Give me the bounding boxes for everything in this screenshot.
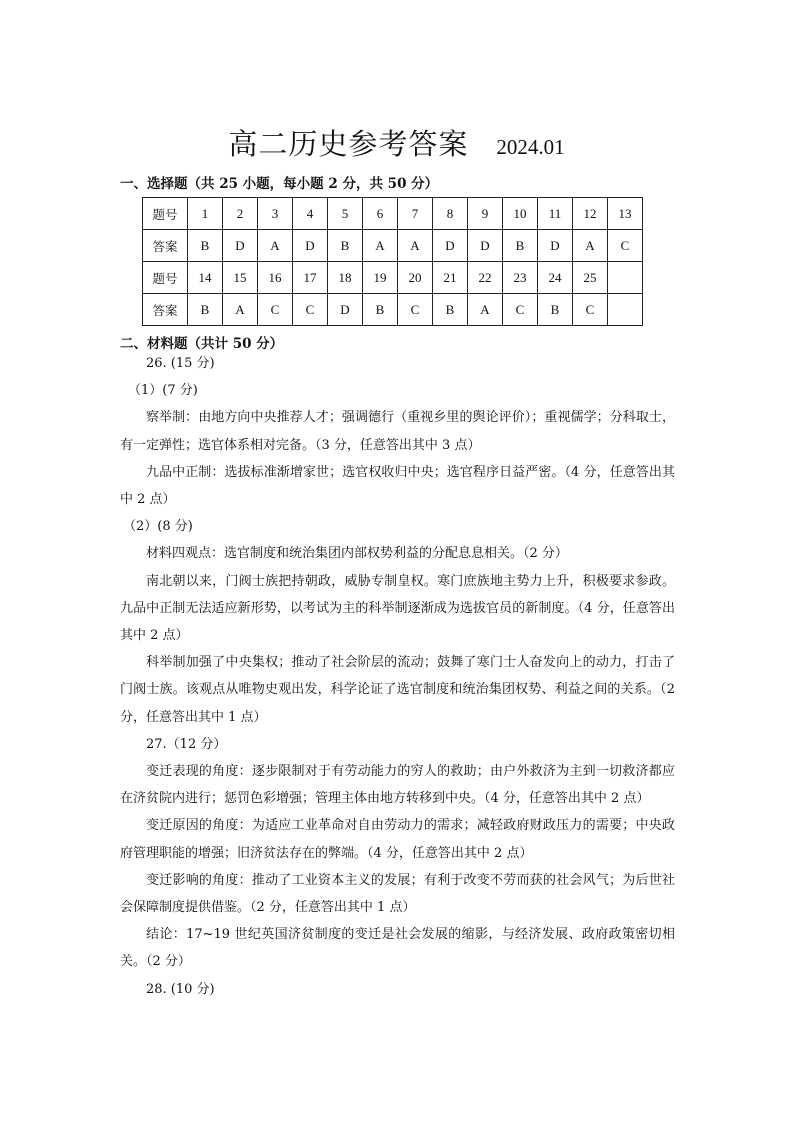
answer-content: [120, 350, 675, 1003]
answer-cell: D: [538, 230, 573, 262]
answer-cell: B: [538, 294, 573, 326]
answer-paragraph: 变迁表现的角度：逐步限制对于有劳动能力的穷人的救助；由户外救济为主到一切救济都应在济贫院内进行；惩罚色彩增强；管理主体由地方转移到中央。（4 分，任意答出其中 2 点）: [120, 764, 675, 807]
answer-cell: B: [433, 294, 468, 326]
question-27-heading: 27.（12 分）: [146, 736, 227, 752]
question-number: 15: [223, 262, 258, 294]
empty-cell: [608, 262, 643, 294]
table-row: [143, 262, 643, 294]
title-main: 高二历史参考答案: [228, 127, 469, 161]
answer-cell: B: [328, 230, 363, 262]
answer-cell: B: [363, 294, 398, 326]
question-number: 17: [293, 262, 328, 294]
question-number: 3: [258, 198, 293, 230]
answer-cell: A: [363, 230, 398, 262]
question-number: 16: [258, 262, 293, 294]
answer-cell: A: [223, 294, 258, 326]
empty-cell: [608, 294, 643, 326]
answer-table: [142, 197, 643, 326]
answer-cell: D: [468, 230, 503, 262]
question-number: 6: [363, 198, 398, 230]
table-row: [143, 294, 643, 326]
answer-cell: C: [608, 230, 643, 262]
answer-paragraph: 科举制加强了中央集权；推动了社会阶层的流动；鼓舞了寒门士人奋发向上的动力，打击了门阀士族。该观点从唯物史观出发，科学论证了选官制度和统治集团权势、利益之间的关系。（2 分，任意答出其中 1 点）: [120, 655, 675, 725]
answer-paragraph: 变迁原因的角度：为适应工业革命对自由劳动力的需求；减轻政府财政压力的需要；中央政府管理职能的增强；旧济贫法存在的弊端。（4 分，任意答出其中 2 点）: [120, 818, 675, 861]
row-label: 答案: [143, 294, 188, 326]
table-row: [143, 230, 643, 262]
question-number: 25: [573, 262, 608, 294]
question-number: 24: [538, 262, 573, 294]
answer-cell: C: [398, 294, 433, 326]
answer-paragraph: 材料四观点：选官制度和统治集团内部权势利益的分配息息相关。（2 分）: [146, 546, 568, 562]
table-row: [143, 198, 643, 230]
answer-cell: C: [503, 294, 538, 326]
answer-cell: C: [258, 294, 293, 326]
answer-cell: A: [468, 294, 503, 326]
answer-cell: B: [188, 230, 223, 262]
question-28-heading: 28. (10 分): [146, 981, 215, 997]
question-number: 20: [398, 262, 433, 294]
subquestion-2-heading: （2）(8 分): [123, 519, 193, 535]
question-number: 5: [328, 198, 363, 230]
question-number: 12: [573, 198, 608, 230]
question-number: 22: [468, 262, 503, 294]
question-number: 23: [503, 262, 538, 294]
subquestion-1-heading: （1）(7 分): [128, 383, 198, 399]
question-26-heading: 26. (15 分): [146, 356, 215, 371]
answer-cell: A: [573, 230, 608, 262]
question-number: 8: [433, 198, 468, 230]
question-number: 19: [363, 262, 398, 294]
question-number: 18: [328, 262, 363, 294]
answer-cell: B: [503, 230, 538, 262]
question-number: 1: [188, 198, 223, 230]
answer-cell: D: [433, 230, 468, 262]
question-number: 2: [223, 198, 258, 230]
answer-cell: C: [293, 294, 328, 326]
answer-cell: A: [258, 230, 293, 262]
answer-cell: C: [573, 294, 608, 326]
answer-paragraph: 察举制：由地方向中央推荐人才；强调德行（重视乡里的舆论评价）；重视儒学；分科取士，有一定弹性；选官体系相对完备。（3 分，任意答出其中 3 点）: [120, 410, 675, 453]
answer-cell: A: [398, 230, 433, 262]
question-number: 13: [608, 198, 643, 230]
section1-heading: 一、选择题（共 25 小题，每小题 2 分，共 50 分）: [120, 176, 439, 192]
answer-cell: D: [223, 230, 258, 262]
answer-paragraph: 九品中正制：选拔标准渐增家世；选官权收归中央；选官程序日益严密。（4 分，任意答出其中 2 点）: [120, 464, 675, 508]
section2-heading: 二、材料题（共计 50 分）: [120, 336, 284, 352]
row-label: 答案: [143, 230, 188, 262]
question-number: 21: [433, 262, 468, 294]
page-title: [0, 122, 793, 163]
answer-paragraph: 南北朝以来，门阀士族把持朝政，威胁专制皇权。寒门庶族地主势力上升，积极要求参政。九品中正制无法适应新形势，以考试为主的科举制逐渐成为选拔官员的新制度。（4 分，任意答出其中 2 点）: [120, 573, 675, 644]
question-number: 9: [468, 198, 503, 230]
answer-paragraph: 结论：17~19 世纪英国济贫制度的变迁是社会发展的缩影，与经济发展、政府政策密切相关。（2 分）: [120, 927, 675, 970]
question-number: 14: [188, 262, 223, 294]
answer-paragraph: 变迁影响的角度：推动了工业资本主义的发展；有利于改变不劳而获的社会风气；为后世社会保障制度提供借鉴。（2 分，任意答出其中 1 点）: [120, 872, 675, 916]
question-number: 4: [293, 198, 328, 230]
question-number: 7: [398, 198, 433, 230]
question-number: 11: [538, 198, 573, 230]
answer-cell: D: [328, 294, 363, 326]
answer-cell: D: [293, 230, 328, 262]
title-date: 2024.01: [496, 135, 565, 159]
question-number: 10: [503, 198, 538, 230]
row-label: 题号: [143, 198, 188, 230]
row-label: 题号: [143, 262, 188, 294]
answer-cell: B: [188, 294, 223, 326]
